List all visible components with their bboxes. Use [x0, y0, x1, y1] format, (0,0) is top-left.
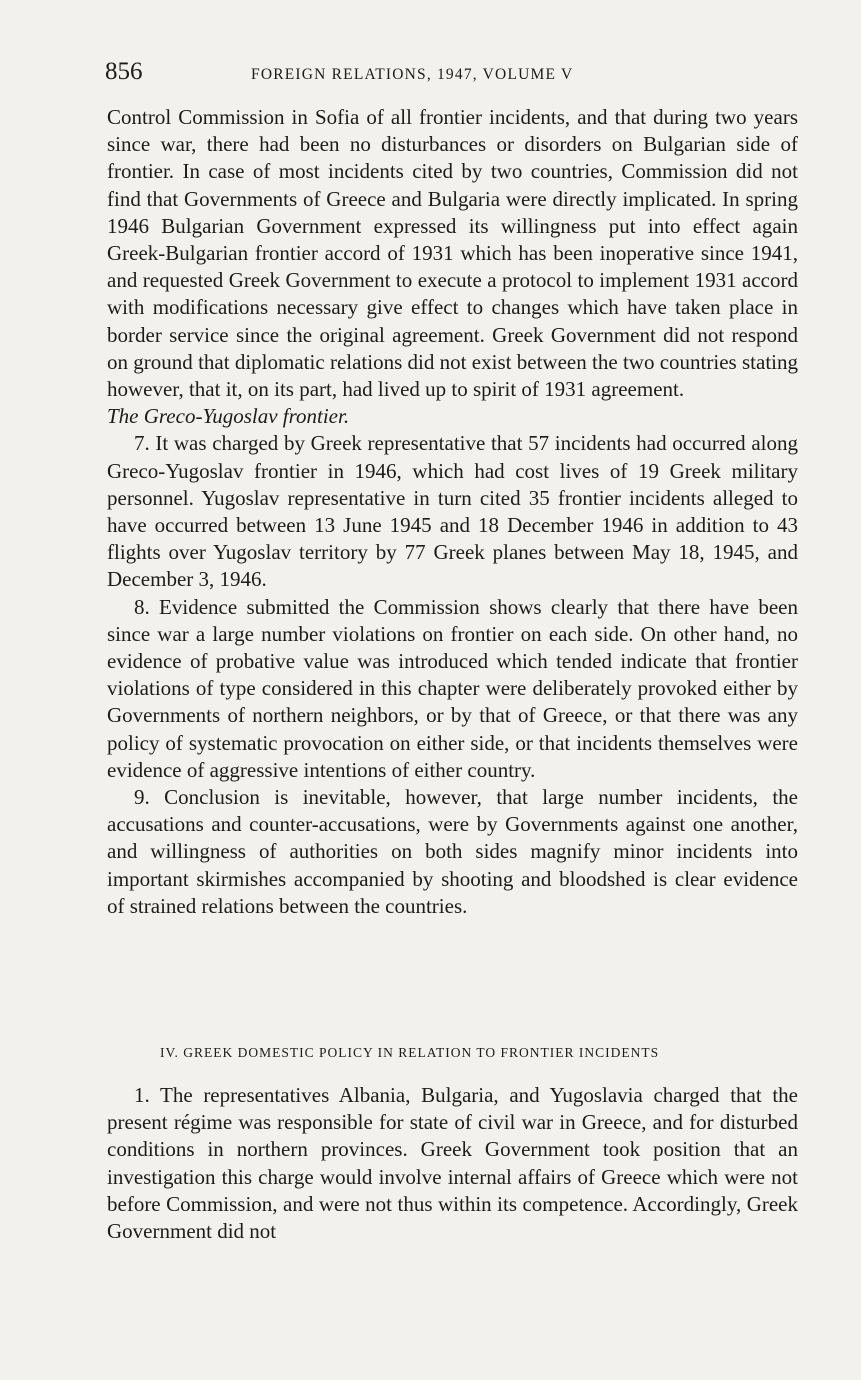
- body-text: [107, 104, 798, 920]
- paragraph-9: 9. Conclusion is inevitable, however, that large number incidents, the accusations and counter-accusations, were by Governments against one another, and willingness of authorities on both sides magnify minor incidents into important skirmishes accompanied by shooting and bloodshed is clear evidence of strained relations between the countries.: [107, 785, 798, 918]
- subheading-greco-yugoslav: The Greco-Yugoslav frontier.: [107, 404, 350, 429]
- section-heading: IV. GREEK DOMESTIC POLICY IN RELATION TO FRONTIER INCIDENTS: [160, 1045, 660, 1060]
- running-head: FOREIGN RELATIONS, 1947, VOLUME V: [251, 66, 574, 83]
- section-paragraph-1: 1. The representatives Albania, Bulgaria, and Yugoslavia charged that the present régime was responsible for state of civil war in Greece, and for disturbed conditions in northern provinces. Greek Government took position that an investigation this charge would involve internal affairs of Greece which were not before Commission, and were not thus within its competence. Accordingly, Greek Government did not: [107, 1083, 798, 1244]
- paragraph-7: 7. It was charged by Greek representative that 57 incidents had occurred along Greco-Yugoslav frontier in 1946, which had cost lives of 19 Greek military personnel. Yugoslav representative in turn cited 35 frontier incidents alleged to have occurred between 13 June 1945 and 18 December 1946 in addition to 43 flights over Yugoslav territory by 77 Greek planes between May 18, 1945, and December 3, 1946.: [107, 431, 798, 592]
- section-text: [107, 1082, 798, 1245]
- paragraph-8: 8. Evidence submitted the Commission shows clearly that there have been since war a large number violations on frontier on each side. On other hand, no evidence of probative value was introduced which tended indicate that frontier violations of type considered in this chapter were deliberately provoked either by Governments of northern neighbors, or by that of Greece, or that there was any policy of systematic provocation on either side, or that incidents themselves were evidence of aggressive intentions of either country.: [107, 594, 798, 782]
- page-header: [105, 58, 798, 94]
- continued-paragraph: Control Commission in Sofia of all frontier incidents, and that during two years since war, there had been no disturbances or disorders on Bulgarian side of frontier. In case of most incidents cited by two countries, Commission did not find that Governments of Greece and Bulgaria were directly implicated. In spring 1946 Bulgarian Government expressed its willingness put into effect again Greek-Bulgarian frontier accord of 1931 which has been inoperative since 1941, and requested Greek Government to execute a protocol to implement 1931 accord with modifications necessary give effect to changes which have taken place in border service since the original agreement. Greek Government did not respond on ground that diplomatic relations did not exist between the two countries stating however, that it, on its part, had lived up to spirit of 1931 agreement.: [107, 105, 798, 402]
- page-number: 856: [105, 58, 143, 85]
